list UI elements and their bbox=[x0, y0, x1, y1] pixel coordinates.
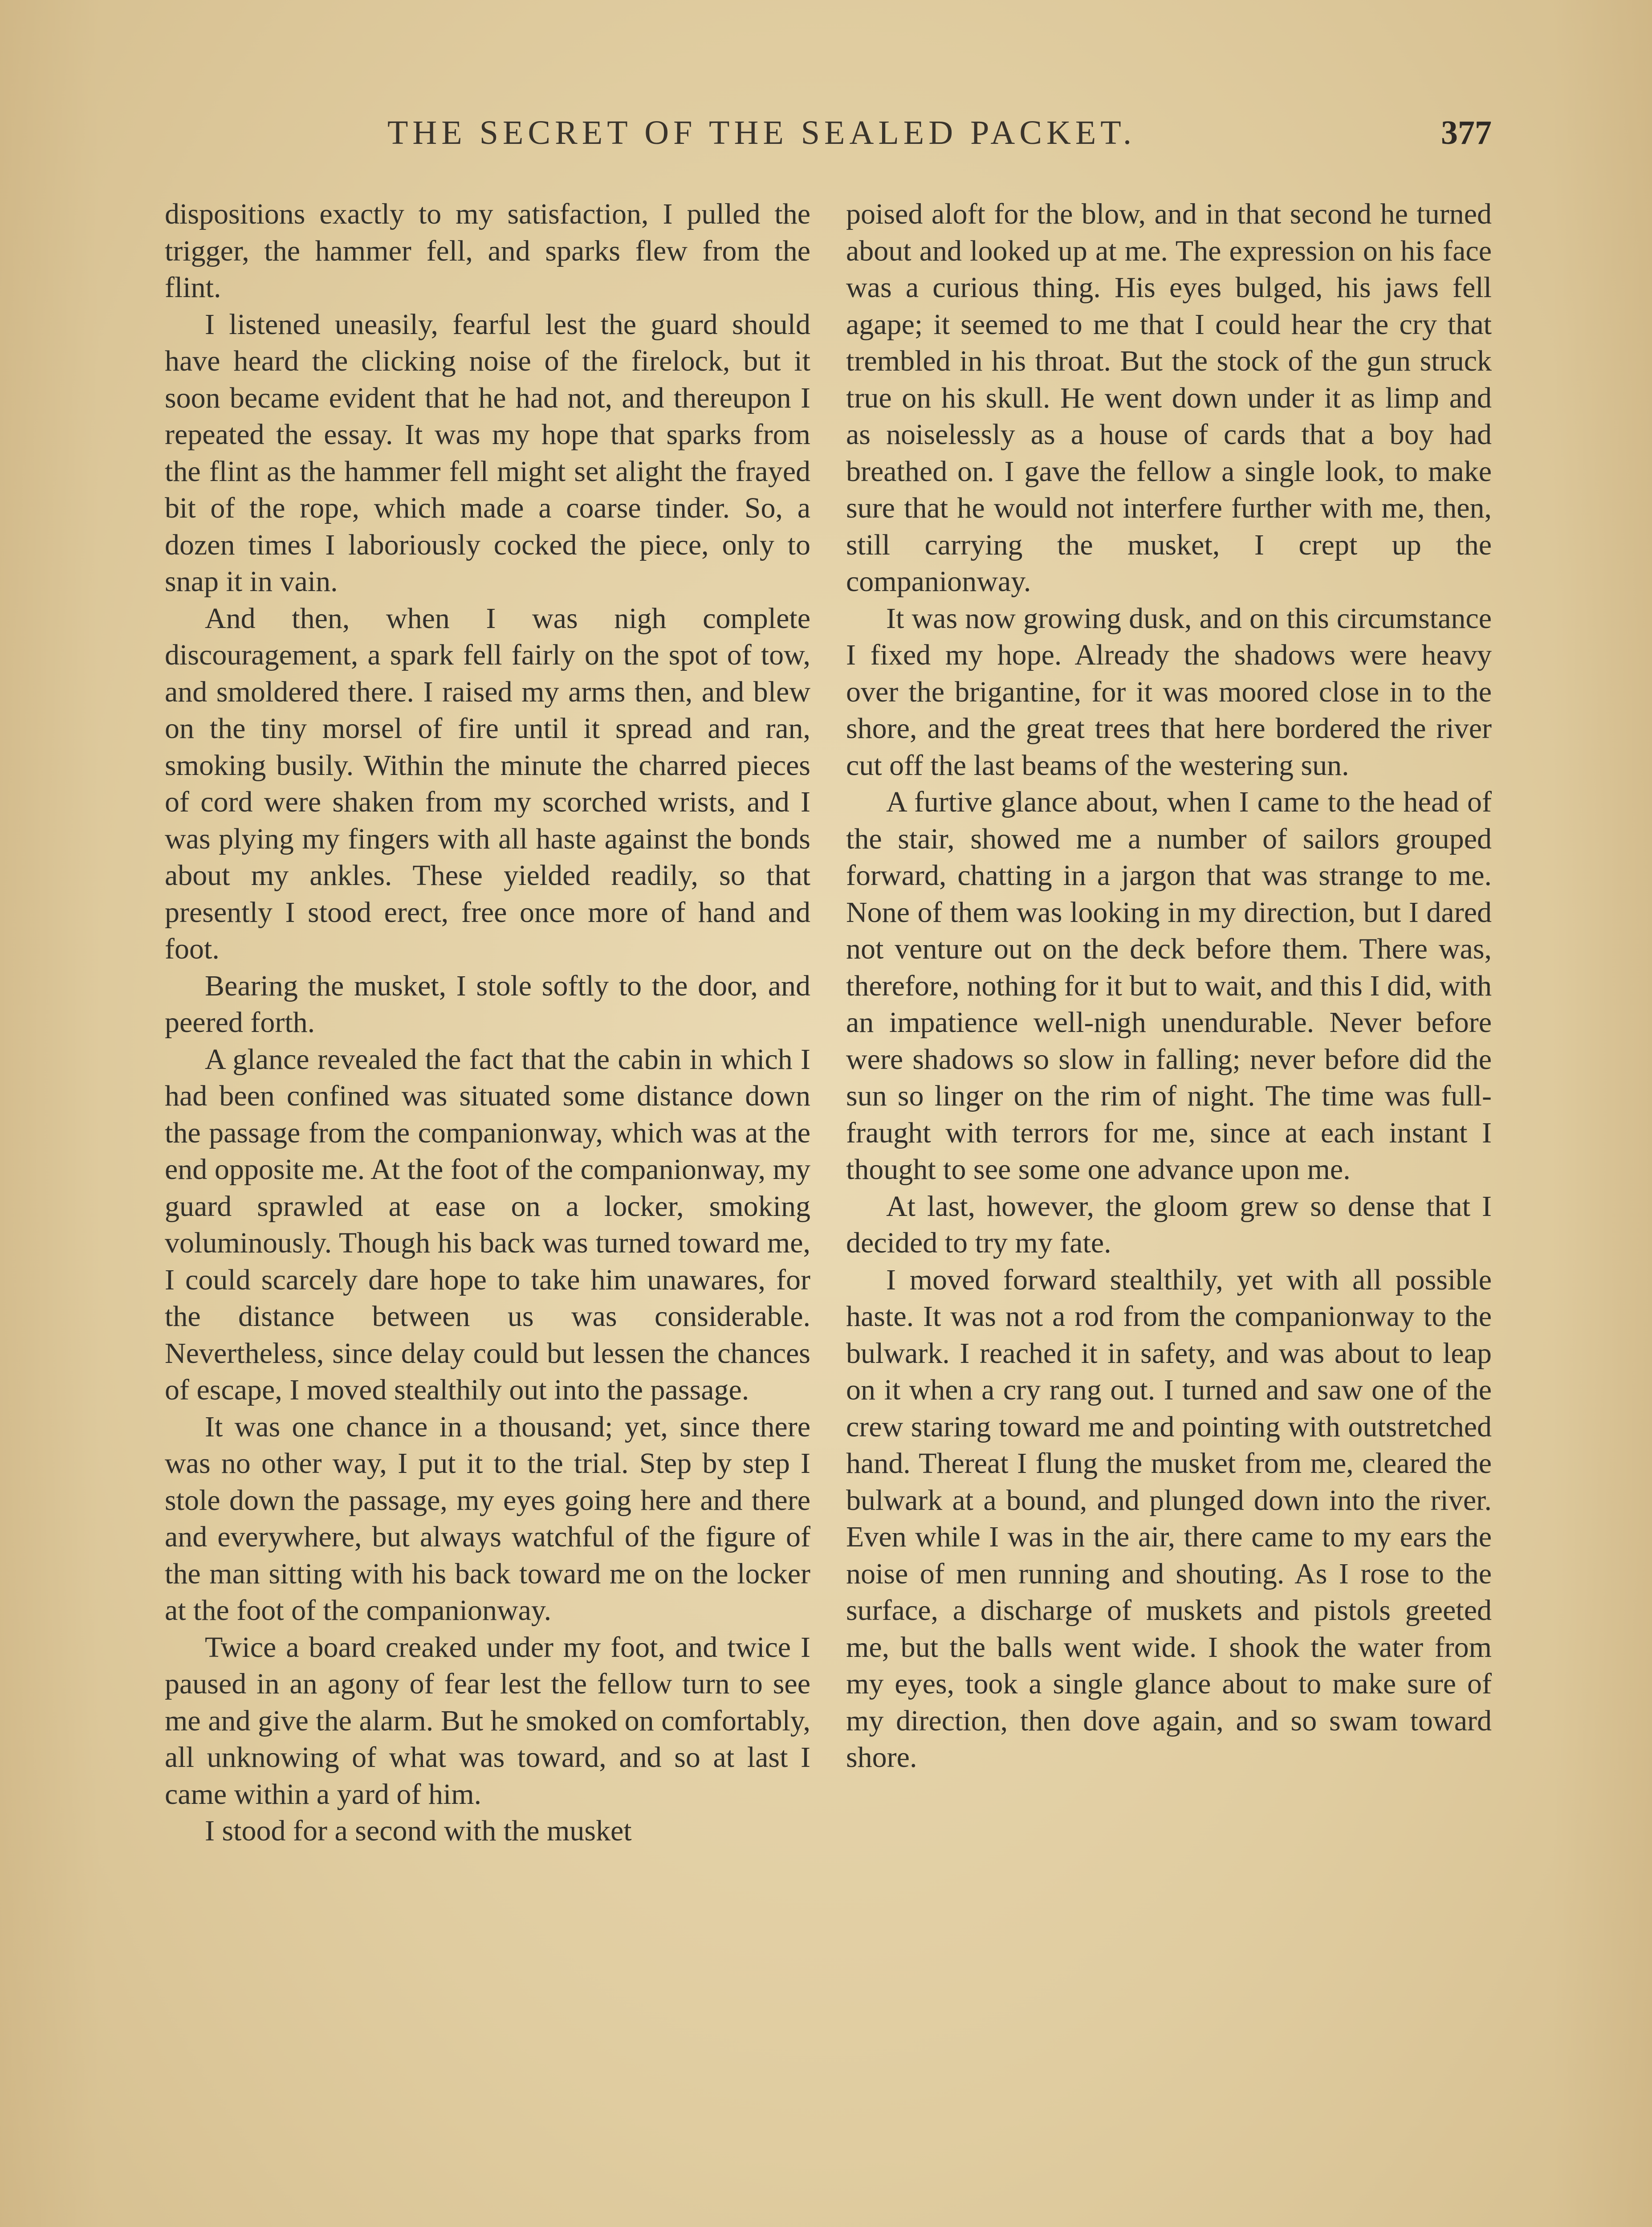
paragraph: At last, however, the gloom grew so dense that I decided to try my fate. bbox=[846, 1190, 1492, 1259]
paragraph: It was now growing dusk, and on this circumstance I fixed my hope. Already the shadows were heavy over the brigantine, for it was moored close in to the shore, and the great trees that here bordered the river cut off the last beams of the westering sun. bbox=[846, 602, 1492, 782]
paragraph: I stood for a second with the musket bbox=[205, 1815, 632, 1847]
paragraph: poised aloft for the blow, and in that second he turned about and looked up at me. The expression on his face was a curious thing. His eyes bulged, his jaws fell agape; it seemed to me that I could hear the cry that trembled in his throat. But the stock of the gun struck true on his skull. He went down under it as limp and as noiselessly as a house of cards that a boy had breathed on. I gave the fellow a single look, to make sure that he would not interfere further with me, then, still carrying the musket, I crept up the companionway. bbox=[846, 198, 1492, 598]
paragraph: And then, when I was nigh complete discouragement, a spark fell fairly on the spot of tow, and smoldered there. I raised my arms then, and blew on the tiny morsel of fire until it spread and ran, smoking busily. Within the minute the charred pieces of cord were shaken from my scorched wrists, and I was plying my fingers with all haste against the bonds about my ankles. These yielded readily, so that presently I stood erect, free once more of hand and foot. bbox=[165, 602, 810, 965]
paragraph: It was one chance in a thousand; yet, since there was no other way, I put it to the trial. Step by step I stole down the passage, my eyes going here and there and everywhere, but always watchful of the figure of the man sitting with his back toward me on the locker at the foot of the companionway. bbox=[165, 1410, 810, 1627]
right-column bbox=[846, 196, 1492, 2227]
running-head bbox=[165, 114, 1492, 171]
paragraph: Bearing the musket, I stole softly to the door, and peered forth. bbox=[165, 969, 810, 1039]
paragraph: dispositions exactly to my satisfaction, I pulled the trigger, the hammer fell, and sparks flew from the flint. bbox=[165, 198, 810, 304]
paragraph: Twice a board creaked under my foot, and twice I paused in an agony of fear lest the fellow turn to see me and give the alarm. But he smoked on comfortably, all unknowing of what was toward, and so at last I came within a yard of him. bbox=[165, 1631, 810, 1811]
page-number: 377 bbox=[1441, 114, 1492, 151]
paragraph: A glance revealed the fact that the cabin in which I had been confined was situated some distance down the passage from the companionway, which was at the end opposite me. At the foot of the companionway, my guard sprawled at ease on a locker, smoking voluminously. Though his back was turned toward me, I could scarcely dare hope to take him unawares, for the distance between us was considerable. Nevertheless, since delay could but lessen the chances of escape, I moved stealthily out into the passage. bbox=[165, 1043, 810, 1406]
paragraph: I moved forward stealthily, yet with all possible haste. It was not a rod from the companionway to the bulwark. I reached it in safety, and was about to leap on it when a cry rang out. I turned and saw one of the crew staring toward me and pointing with outstretched hand. Thereat I flung the musket from me, cleared the bulwark at a bound, and plunged down into the river. Even while I was in the air, there came to my ears the noise of men running and shouting. As I rose to the surface, a discharge of muskets and pistols greeted me, but the balls went wide. I shook the water from my eyes, took a single glance about to make sure of my direction, then dove again, and so swam toward shore. bbox=[846, 1263, 1492, 1774]
left-column bbox=[165, 196, 810, 2227]
paragraph: I listened uneasily, fearful lest the guard should have heard the clicking noise of the firelock, but it soon became evident that he had not, and thereupon I repeated the essay. It was my hope that sparks from the flint as the hammer fell might set alight the frayed bit of the rope, which made a coarse tinder. So, a dozen times I laboriously cocked the piece, only to snap it in vain. bbox=[165, 308, 810, 598]
paragraph: A furtive glance about, when I came to the head of the stair, showed me a number of sailors grouped forward, chatting in a jargon that was strange to me. None of them was looking in my direction, but I dared not venture out on the deck before them. There was, therefore, nothing for it but to wait, and this I did, with an impatience well-nigh unendurable. Never before were shadows so slow in falling; never before did the sun so linger on the rim of night. The time was full-fraught with terrors for me, since at each instant I thought to see some one advance upon me. bbox=[846, 786, 1492, 1186]
running-title: THE SECRET OF THE SEALED PACKET. bbox=[387, 114, 1136, 151]
